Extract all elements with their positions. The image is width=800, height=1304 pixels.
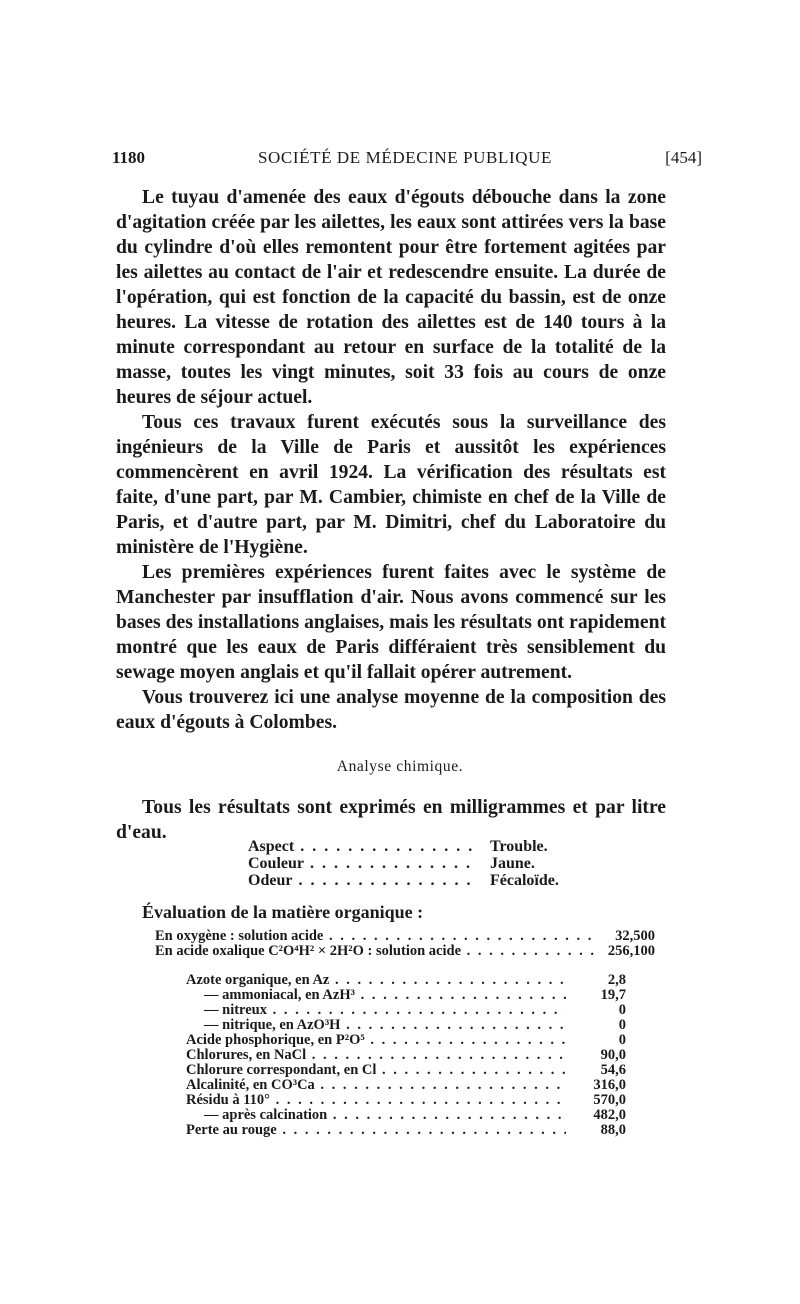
row-label: En oxygène : solution acide . . .	[155, 929, 595, 944]
paragraph: Les premières expériences furent faites avec le système de Manchester par insufflation d'air. Nous avons commencé sur les bases des installations anglaises, mais les résultats ont rapidement montré que les eaux de Paris différaient très sensiblement du sewage moyen anglais et qu'il fallait opérer autrement.	[116, 562, 666, 683]
property-value: Trouble.	[486, 838, 548, 855]
row-value: 0	[566, 1018, 626, 1033]
page-header	[112, 148, 702, 172]
paragraph: Le tuyau d'amenée des eaux d'égouts débouche dans la zone d'agitation créée par les ailettes, les eaux sont attirées vers la base du cylindre d'où elles remontent pour être fortement agitées par les ailettes au contact de l'air et redescendre ensuite. La durée de l'opération, qui est fonction de la capacité du bassin, est de onze heures. La vitesse de rotation des ailettes est de 140 tours à la minute correspondant au retour en surface de la totalité de la masse, toutes les vingt minutes, soit 33 fois au cours de onze heures de séjour actuel.	[116, 187, 666, 408]
table-row	[186, 988, 626, 1003]
table-row	[155, 929, 655, 944]
table-row	[186, 973, 626, 988]
body-text	[116, 185, 666, 735]
table-row	[186, 1048, 626, 1063]
table-row	[186, 1003, 626, 1018]
table-row	[186, 1093, 626, 1108]
property-row	[248, 872, 588, 889]
section-title: Analyse chimique.	[336, 758, 464, 775]
paragraph: Tous ces travaux furent exécutés sous la surveillance des ingénieurs de la Ville de Paris et aussitôt les expériences commencèrent en avril 1924. La vérification des résultats est faite, d'une part, par M. Cambier, chimiste en chef de la Ville de Paris, et d'autre part, par M. Dimitri, chef du Laboratoire du ministère de l'Hygiène.	[116, 412, 666, 558]
row-value: 88,0	[566, 1123, 626, 1138]
analysis-table	[186, 973, 626, 1138]
table-row	[186, 1108, 626, 1123]
row-label: Azote organique, en Az . . .	[186, 973, 566, 988]
row-label: Chlorures, en NaCl . . .	[186, 1048, 566, 1063]
organic-matter-table	[155, 929, 655, 959]
row-label: Acide phosphorique, en P²O⁵ . . .	[186, 1033, 566, 1048]
property-value: Fécaloïde.	[486, 872, 559, 889]
property-label: Couleur . . .	[248, 855, 478, 872]
row-value: 0	[566, 1033, 626, 1048]
row-value: 19,7	[566, 988, 626, 1003]
row-value: 0	[566, 1003, 626, 1018]
table-row	[186, 1063, 626, 1078]
table-row	[155, 944, 655, 959]
row-value: 54,6	[566, 1063, 626, 1078]
property-value: Jaune.	[486, 855, 535, 872]
row-value: 316,0	[566, 1078, 626, 1093]
property-row	[248, 838, 588, 855]
row-value: 570,0	[566, 1093, 626, 1108]
row-value: 2,8	[566, 973, 626, 988]
row-label: En acide oxalique C²O⁴H² × 2H²O : solution acide . . .	[155, 944, 595, 959]
row-label: — après calcination . . .	[186, 1108, 566, 1123]
running-title: SOCIÉTÉ DE MÉDECINE PUBLIQUE	[258, 148, 552, 167]
row-label: Alcalinité, en CO³Ca . . .	[186, 1078, 566, 1093]
row-label: Perte au rouge . . .	[186, 1123, 566, 1138]
row-value: 32,500	[595, 929, 655, 944]
page-reference: [454]	[665, 148, 702, 167]
evaluation-title: Évaluation de la matière organique :	[142, 902, 424, 922]
table-row	[186, 1018, 626, 1033]
page-number: 1180	[112, 148, 146, 167]
row-label: — nitrique, en AzO³H . . .	[186, 1018, 566, 1033]
paragraph: Vous trouverez ici une analyse moyenne de la composition des eaux d'égouts à Colombes.	[116, 687, 666, 733]
table-row	[186, 1033, 626, 1048]
row-label: Chlorure correspondant, en Cl . . .	[186, 1063, 566, 1078]
row-value: 256,100	[595, 944, 655, 959]
row-label: — ammoniacal, en AzH³ . . .	[186, 988, 566, 1003]
row-label: — nitreux . . .	[186, 1003, 566, 1018]
property-row	[248, 855, 588, 872]
row-label: Résidu à 110° . . .	[186, 1093, 566, 1108]
properties-list	[248, 838, 588, 889]
row-value: 90,0	[566, 1048, 626, 1063]
table-row	[186, 1078, 626, 1093]
table-row	[186, 1123, 626, 1138]
intro-paragraph: Tous les résultats sont exprimés en milligrammes et par litre d'eau.	[116, 797, 666, 843]
row-value: 482,0	[566, 1108, 626, 1123]
property-label: Aspect . . .	[248, 838, 478, 855]
property-label: Odeur . . .	[248, 872, 478, 889]
